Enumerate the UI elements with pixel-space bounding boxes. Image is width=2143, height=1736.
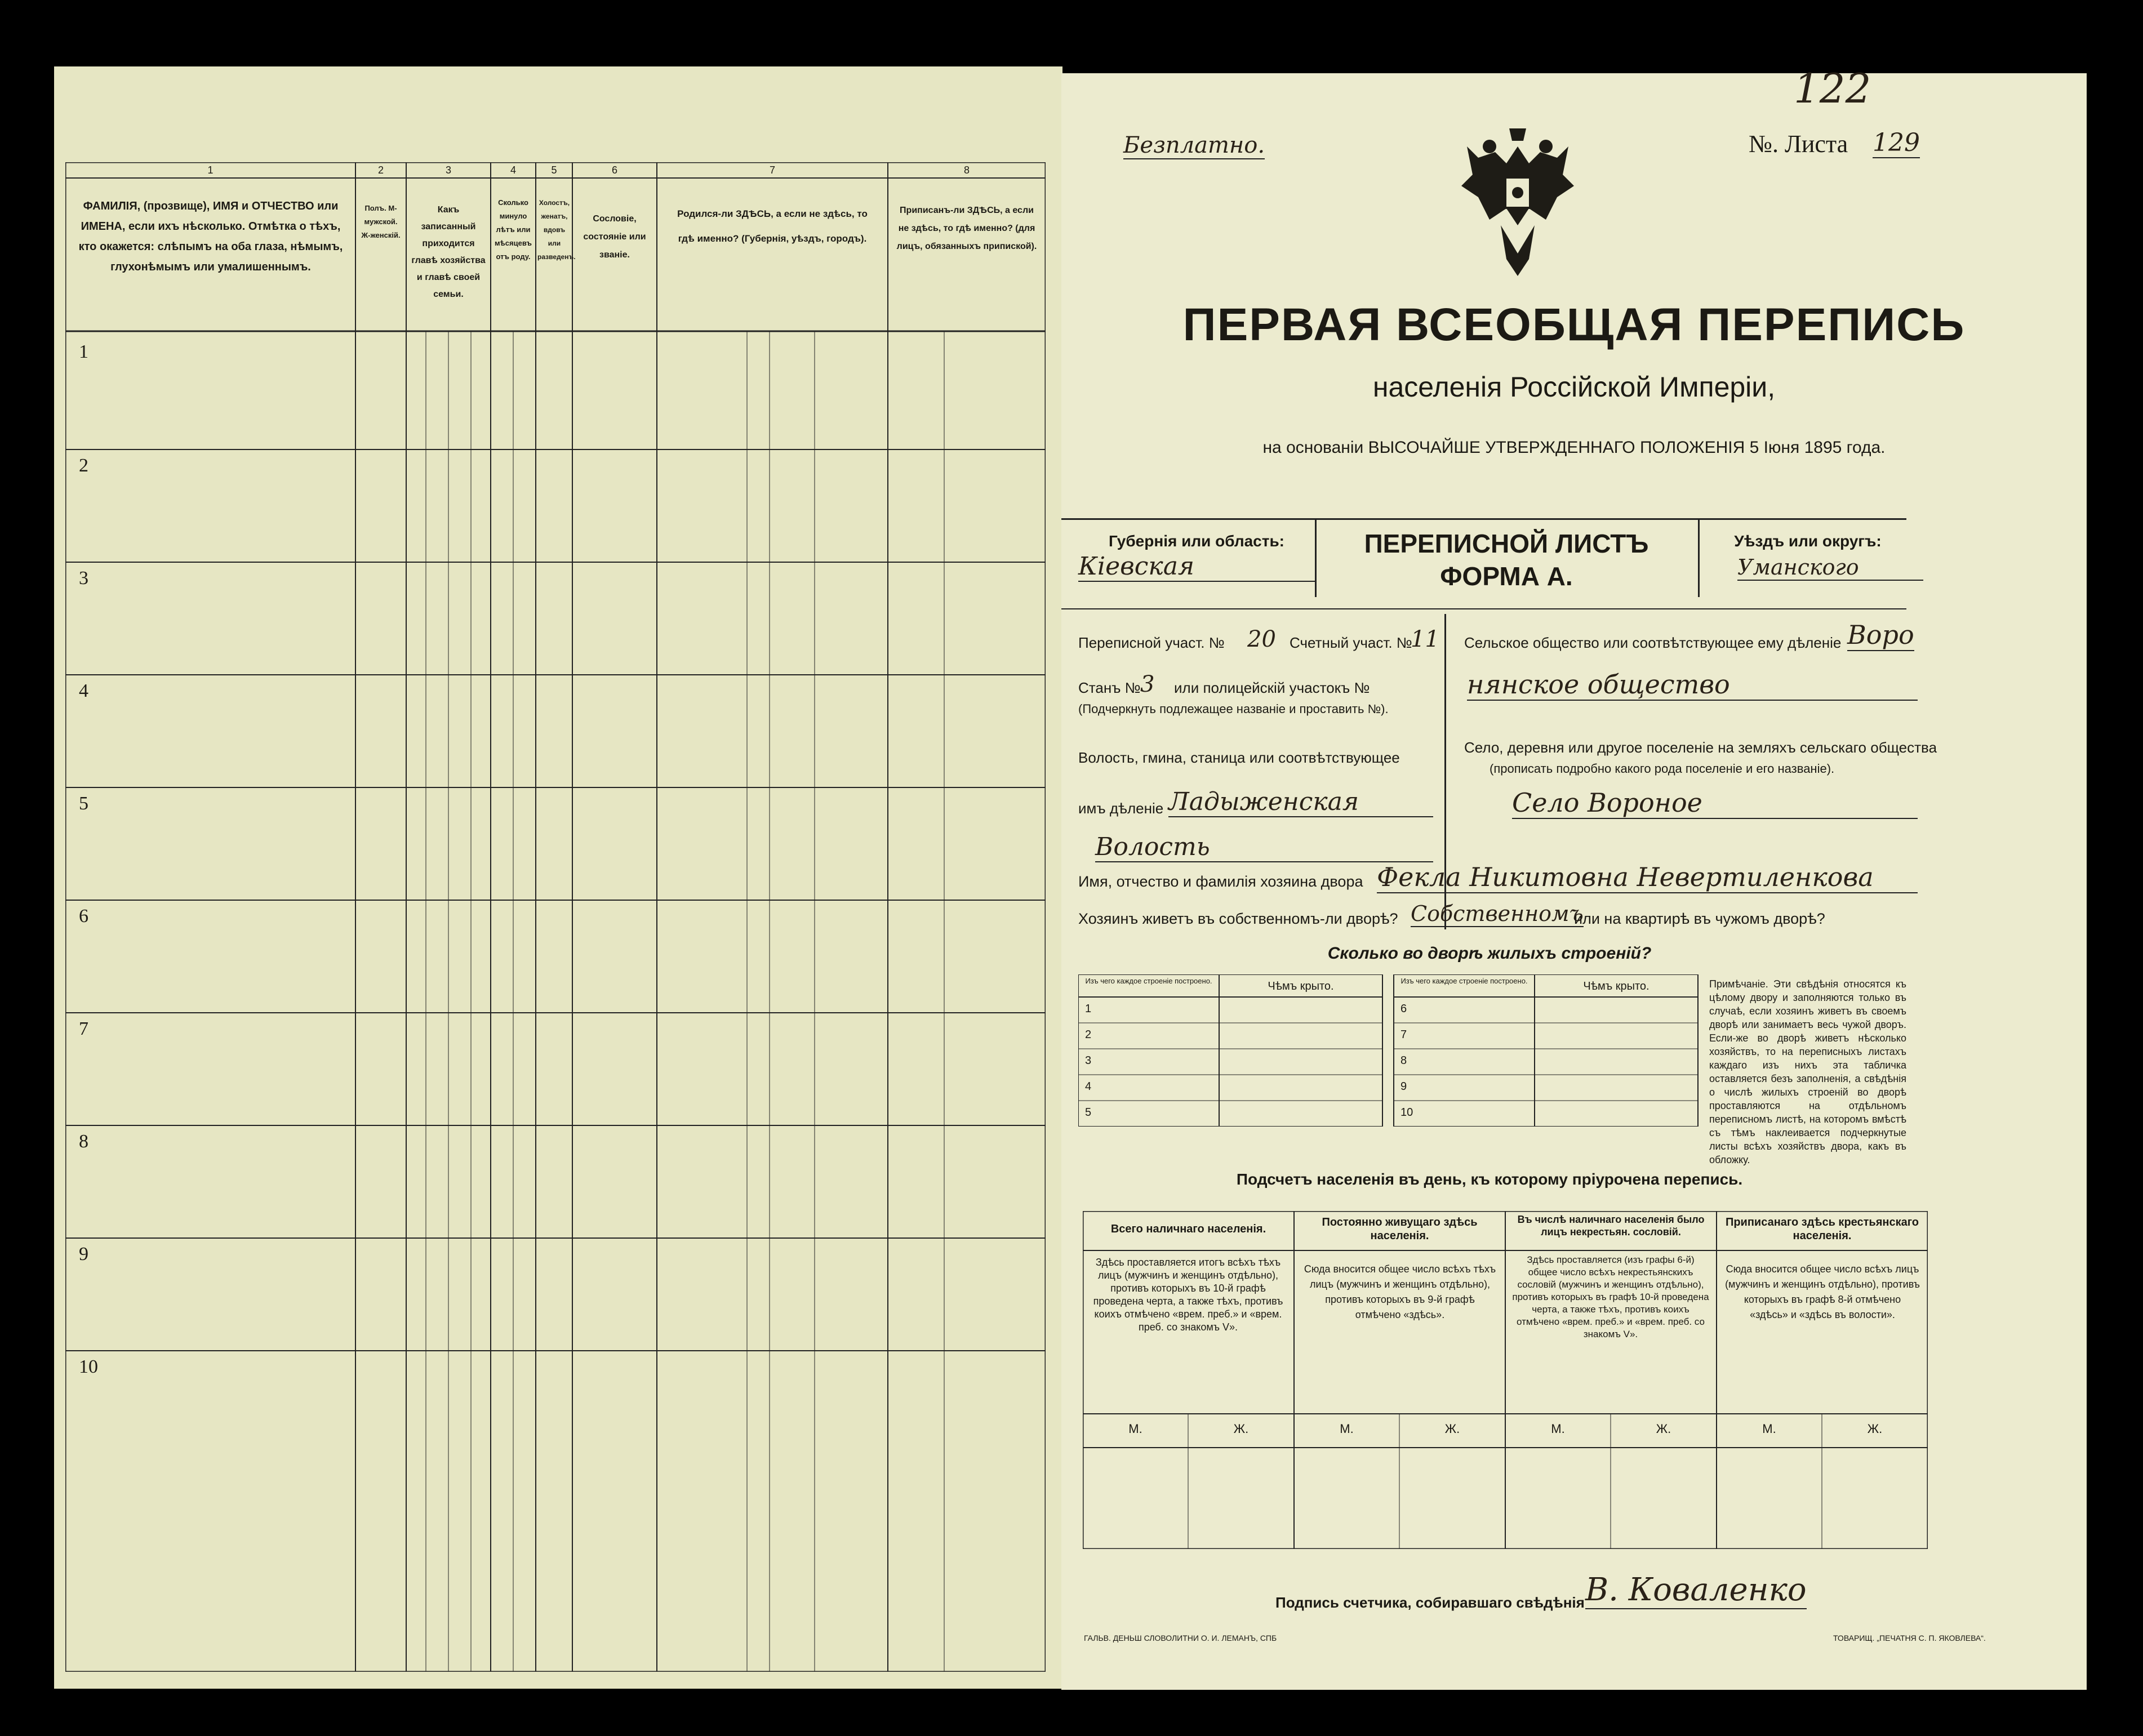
owner-value: Фекла Никитовна Невертиленкова (1377, 862, 1918, 893)
signature-label: Подпись счетчика, собиравшаго свѣдѣнія (1275, 1594, 1585, 1611)
sex-female-label: Ж. (1867, 1422, 1883, 1436)
signature-value: В. Коваленко (1585, 1572, 1807, 1608)
sex-female-label: Ж. (1656, 1422, 1671, 1436)
census-section-label: Переписной участ. № (1078, 634, 1225, 651)
header-estate: Сословіе, состояніе или званіе. (583, 214, 646, 260)
bld-row-number: 4 (1085, 1080, 1092, 1093)
society-value: Воро (1847, 620, 1914, 650)
form-name: ФОРМА А. (1440, 562, 1573, 591)
row-number-3: 3 (79, 568, 88, 589)
divider (1315, 518, 1317, 597)
census-grid (65, 162, 1046, 1672)
bld-col1-header: Изъ чего каждое строеніе построено. (1400, 977, 1528, 985)
volost-value-2: Волость (1095, 833, 1433, 862)
bld-row-number: 7 (1400, 1029, 1407, 1041)
header-birthplace: Родился-ли ЗДѢСЬ, а если не здѣсь, то гдѣ именно? (Губернія, уѣздъ, городъ). (677, 208, 868, 244)
count-col-4-header: Приписанаго здѣсь крестьянскаго населенія. (1725, 1216, 1919, 1242)
page-title: ПЕРВАЯ ВСЕОБЩАЯ ПЕРЕПИСЬ (1182, 299, 1966, 350)
row-number-9: 9 (79, 1244, 88, 1265)
sex-male-label: М. (1340, 1422, 1354, 1436)
society-value-2: нянское общество (1467, 669, 1918, 701)
col-num-5: 5 (551, 164, 557, 176)
right-page (1061, 65, 2087, 1690)
bld-row-number: 2 (1085, 1029, 1092, 1041)
sex-male-label: М. (1762, 1422, 1776, 1436)
census-section-value: 20 (1247, 626, 1276, 652)
bld-row-number: 9 (1400, 1080, 1407, 1093)
page-basis: на основаніи ВЫСОЧАЙШЕ УТВЕРЖДЕННАГО ПОЛОЖЕНІЯ 5 Іюня 1895 года. (1262, 438, 1886, 457)
sex-female-label: Ж. (1233, 1422, 1249, 1436)
bld-col2-header: Чѣмъ крыто. (1583, 980, 1650, 992)
col-num-1: 1 (207, 164, 214, 176)
row-number-10: 10 (79, 1356, 98, 1377)
bld-row-number: 8 (1400, 1054, 1407, 1067)
lives-label-2: или на квартирѣ въ чужомъ дворѣ? (1574, 910, 1825, 927)
census-grid-lines (65, 162, 1046, 1672)
row-number-4: 4 (79, 680, 88, 701)
col-num-7: 7 (769, 164, 775, 176)
header-registered: Приписанъ-ли ЗДѢСЬ, а если не здѣсь, то гдѣ именно? (для лицъ, обязанныхъ припиской). (896, 206, 1037, 251)
divider (1698, 518, 1700, 597)
form-title: ПЕРЕПИСНОЙ ЛИСТЪ (1364, 529, 1649, 558)
district-label: Уѣздъ или округъ: (1734, 532, 1882, 550)
bld-col2-header: Чѣмъ крыто. (1268, 980, 1334, 992)
header-marital: Холостъ, женатъ, вдовъ или разведенъ. (537, 199, 576, 261)
sex-female-label: Ж. (1444, 1422, 1460, 1436)
col-num-4: 4 (510, 164, 516, 176)
count-col-2-header: Постоянно живущаго здѣсь населенія. (1322, 1216, 1478, 1242)
header-sex: Полъ. М-мужской. Ж-женскій. (361, 204, 401, 239)
col-num-3: 3 (445, 164, 451, 176)
count-col-3-header: Въ числѣ наличнаго населенія было лицъ некрестьян. сословій. (1517, 1214, 1705, 1238)
province-label: Губернія или область: (1108, 532, 1285, 550)
lives-label: Хозяинъ живетъ въ собственномъ-ли дворѣ? (1078, 910, 1398, 927)
count-col-3-body: Здѣсь проставляется (изъ графы 6-й) общее число всѣхъ некрестьянскихъ сословій (мужчинъ и женщинъ отдѣльно), противъ которыхъ въ графѣ 10-й проведена черта, а также тѣхъ, противъ коихъ отмѣчено «врем. преб.» и «врем. преб. со знакомъ V». (1512, 1254, 1709, 1339)
bld-row-number: 5 (1085, 1106, 1092, 1119)
count-col-4-body: Сюда вносится общее число всѣхъ лицъ (мужчинъ и женщинъ отдѣльно), противъ которыхъ въ графѣ 8-й отмѣчено «здѣсь» и «здѣсь въ волости». (1725, 1263, 1920, 1320)
police-label: или полицейскій участокъ № (1174, 679, 1370, 696)
row-number-2: 2 (79, 455, 88, 476)
bld-row-number: 10 (1400, 1106, 1413, 1119)
buildings-tables (1078, 974, 1788, 1127)
bld-row-number: 1 (1085, 1003, 1092, 1015)
volost-label: Волость, гмина, станица или соотвѣтствующее (1078, 749, 1400, 766)
province-value: Кіевская (1078, 552, 1315, 582)
row-number-6: 6 (79, 906, 88, 927)
divider (1061, 518, 1906, 520)
row-number-7: 7 (79, 1018, 88, 1039)
header-relation: Какъ записанный приходится главѣ хозяйства и главѣ своей семьи. (411, 205, 486, 299)
header-age: Сколько минуло лѣтъ или мѣсяцевъ отъ роду. (495, 198, 532, 261)
row-number-5: 5 (79, 793, 88, 814)
printer-left: ГАЛЬВ. ДЕНЬШ СЛОВОЛИТНИ О. И. ЛЕМАНЪ, СПБ (1084, 1633, 1277, 1642)
bld-row-number: 6 (1400, 1003, 1407, 1015)
count-col-2-body: Сюда вносится общее число всѣхъ тѣхъ лицъ (мужчинъ и женщинъ отдѣльно), противъ которыхъ въ 9-й графѣ отмѣчено «здѣсь». (1304, 1263, 1496, 1320)
village-value: Село Вороное (1512, 787, 1918, 819)
page-subtitle: населенія Россійской Имперіи, (1372, 371, 1776, 403)
count-title: Подсчетъ населенія въ день, къ которому пріурочена перепись. (1236, 1170, 1743, 1188)
header-name: ФАМИЛІЯ, (прозвище), ИМЯ и ОТЧЕСТВО или ИМЕНА, если ихъ нѣсколько. Отмѣтка о тѣхъ, кто окажется: слѣпымъ на оба глаза, нѣмымъ, глухонѣмымъ или умалишеннымъ. (78, 200, 343, 273)
row-number-1: 1 (79, 341, 88, 362)
count-col-1-body: Здѣсь проставляется итогъ всѣхъ тѣхъ лицъ (мужчинъ и женщинъ отдѣльно), противъ которыхъ въ 10-й графѣ проведена черта, а также тѣхъ, противъ коихъ отмѣчено «врем. преб.» и «врем. преб. со знакомъ V». (1093, 1257, 1283, 1333)
archive-number: 122 (1794, 65, 1871, 112)
stan-label: Станъ № (1078, 679, 1141, 696)
count-table (1083, 1211, 1928, 1549)
sheet-label: №. Листа (1749, 130, 1848, 158)
left-page (54, 66, 1062, 1689)
village-label: Село, деревня или другое поселеніе на земляхъ сельскаго общества (1464, 739, 1937, 756)
society-label: Сельское общество или соотвѣтствующее ему дѣленіе (1464, 634, 1842, 651)
lives-value: Собственномъ (1411, 901, 1584, 926)
volost-label-2: имъ дѣленіе (1078, 800, 1164, 817)
volost-value: Ладыженская (1168, 787, 1433, 817)
count-col-1-header: Всего наличнаго населенія. (1110, 1223, 1266, 1235)
row-number-8: 8 (79, 1131, 88, 1152)
col-num-8: 8 (963, 164, 970, 176)
district-value: Уманского (1737, 555, 1923, 581)
buildings-question: Сколько во дворѣ жилыхъ строеній? (1327, 944, 1652, 963)
sheet-number: 129 (1873, 128, 1920, 157)
col-num-6: 6 (611, 164, 617, 176)
printer-right: ТОВАРИЩ. „ПЕЧАТНЯ С. П. ЯКОВЛЕВА“. (1833, 1633, 1986, 1642)
sex-male-label: М. (1128, 1422, 1142, 1436)
buildings-table-lines (1078, 974, 1788, 1127)
village-note: (прописать подробно какого рода поселеніе и его названіе). (1490, 762, 1835, 776)
count-section-value: 11 (1411, 626, 1439, 652)
bld-col1-header: Изъ чего каждое строеніе построено. (1085, 977, 1212, 985)
owner-label: Имя, отчество и фамилія хозяина двора (1078, 873, 1363, 890)
bld-row-number: 3 (1085, 1054, 1092, 1067)
imperial-eagle-icon (1456, 124, 1580, 282)
underline-note: (Подчеркнуть подлежащее названіе и проставить №). (1078, 702, 1389, 716)
count-section-label: Счетный участ. № (1290, 634, 1412, 651)
sex-male-label: М. (1551, 1422, 1565, 1436)
col-num-2: 2 (377, 164, 384, 176)
buildings-note: Примѣчаніе. Эти свѣдѣнія относятся къ цѣлому двору и заполняются только въ случаѣ, если хозяинъ живетъ въ своемъ дворѣ или занимаетъ весь чужой дворъ. Если-же во дворѣ живетъ нѣсколько хозяйствъ, то на переписныхъ листахъ каждаго изъ нихъ эта табличка оставляется безъ заполненія, а свѣдѣнія о числѣ жилыхъ строеній во дворѣ проставляются на отдѣльномъ переписномъ листѣ, на которомъ вмѣстѣ съ тѣмъ наклеивается подчеркнутые листы всѣхъ хозяйствъ двора, какъ въ обложку. (1709, 978, 1906, 1165)
free-label: Безплатно. (1123, 132, 1265, 158)
divider (1061, 608, 1906, 609)
stan-value: 3 (1140, 671, 1155, 697)
